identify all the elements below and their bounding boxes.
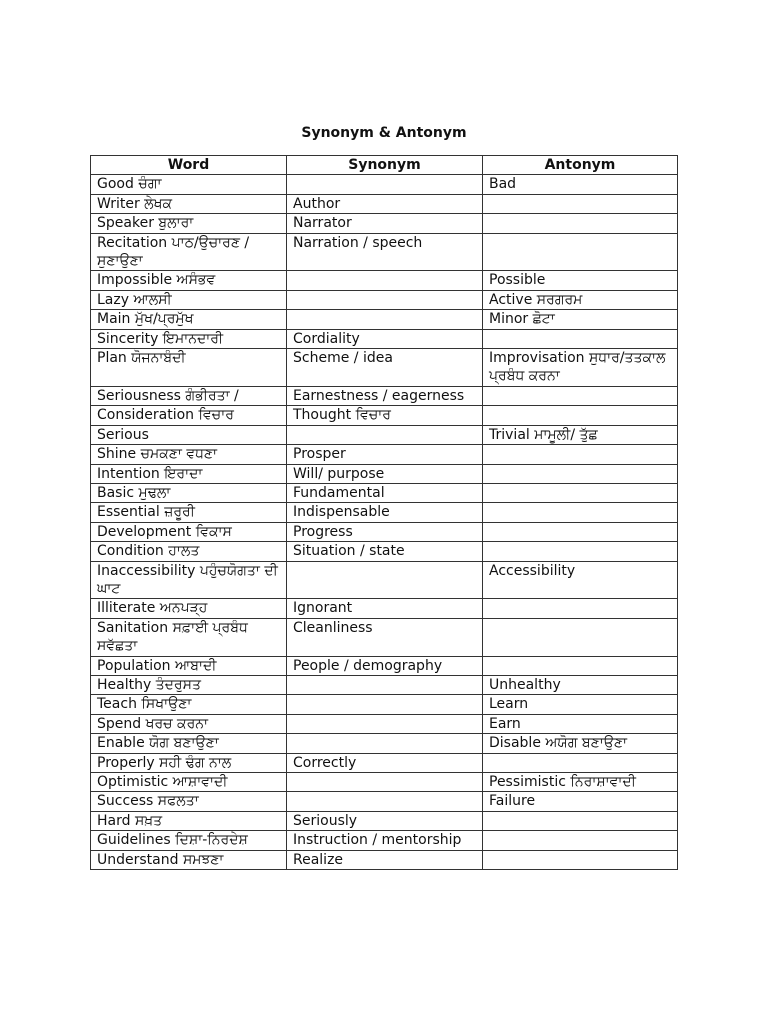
word-cell: Guidelines ਦਿਸ਼ਾ-ਨਿਰਦੇਸ਼ (91, 831, 287, 850)
table-row (91, 599, 678, 618)
table-row (91, 425, 678, 444)
antonym-cell (483, 233, 678, 271)
table-row (91, 214, 678, 233)
synonym-cell: Cordiality (287, 329, 483, 348)
word-cell: Population ਆਬਾਦੀ (91, 656, 287, 675)
antonym-cell: Accessibility (483, 561, 678, 599)
synonym-cell: Instruction / mentorship (287, 831, 483, 850)
antonym-cell (483, 194, 678, 213)
antonym-cell (483, 542, 678, 561)
antonym-cell: Disable ਅਯੋਗ ਬਣਾਉਣਾ (483, 734, 678, 753)
synonym-cell (287, 561, 483, 599)
table-row (91, 175, 678, 194)
word-cell: Essential ਜ਼ਰੂਰੀ (91, 503, 287, 522)
column-header-word: Word (91, 156, 287, 175)
synonym-cell (287, 310, 483, 329)
column-header-antonym: Antonym (483, 156, 678, 175)
table-row (91, 656, 678, 675)
table-row (91, 233, 678, 271)
synonym-cell: Indispensable (287, 503, 483, 522)
table-row (91, 483, 678, 502)
antonym-cell: Pessimistic ਨਿਰਾਸ਼ਾਵਾਦੀ (483, 773, 678, 792)
antonym-cell (483, 445, 678, 464)
antonym-cell: Trivial ਮਾਮੂਲੀ/ ਤੁੱਛ (483, 425, 678, 444)
synonym-cell: Ignorant (287, 599, 483, 618)
table-row (91, 753, 678, 772)
synonym-cell: Realize (287, 850, 483, 869)
word-cell: Sanitation ਸਫ਼ਾਈ ਪ੍ਰਬੰਧ ਸਵੱਛਤਾ (91, 618, 287, 656)
antonym-cell (483, 618, 678, 656)
word-cell: Properly ਸਹੀ ਢੰਗ ਨਾਲ (91, 753, 287, 772)
word-cell: Speaker ਬੁਲਾਰਾ (91, 214, 287, 233)
antonym-cell: Improvisation ਸੁਧਾਰ/ਤਤਕਾਲ ਪ੍ਰਬੰਧ ਕਰਨਾ (483, 349, 678, 387)
antonym-cell (483, 522, 678, 541)
antonym-cell: Bad (483, 175, 678, 194)
antonym-cell (483, 406, 678, 425)
synonym-cell: Narration / speech (287, 233, 483, 271)
synonym-cell: Thought ਵਿਚਾਰ (287, 406, 483, 425)
antonym-cell (483, 329, 678, 348)
synonym-cell: Fundamental (287, 483, 483, 502)
column-header-synonym: Synonym (287, 156, 483, 175)
word-cell: Lazy ਆਲਸੀ (91, 290, 287, 309)
synonym-cell: Narrator (287, 214, 483, 233)
word-cell: Good ਚੰਗਾ (91, 175, 287, 194)
synonym-cell: Cleanliness (287, 618, 483, 656)
synonym-cell (287, 425, 483, 444)
word-cell: Serious (91, 425, 287, 444)
word-cell: Writer ਲੇਖਕ (91, 194, 287, 213)
table-row (91, 831, 678, 850)
synonym-cell (287, 290, 483, 309)
word-cell: Consideration ਵਿਚਾਰ (91, 406, 287, 425)
table-header-row (91, 156, 678, 175)
table-row (91, 445, 678, 464)
antonym-cell: Earn (483, 714, 678, 733)
synonym-cell (287, 734, 483, 753)
synonym-cell: Progress (287, 522, 483, 541)
word-cell: Development ਵਿਕਾਸ (91, 522, 287, 541)
table-row (91, 773, 678, 792)
table-row (91, 406, 678, 425)
table-row (91, 329, 678, 348)
antonym-cell (483, 753, 678, 772)
antonym-cell (483, 599, 678, 618)
table-row (91, 522, 678, 541)
word-cell: Illiterate ਅਨਪੜ੍ਹ (91, 599, 287, 618)
table-row (91, 349, 678, 387)
table-row (91, 714, 678, 733)
word-cell: Teach ਸਿਖਾਉਣਾ (91, 695, 287, 714)
word-cell: Optimistic ਆਸ਼ਾਵਾਦੀ (91, 773, 287, 792)
synonym-cell (287, 695, 483, 714)
antonym-cell (483, 656, 678, 675)
table-row (91, 734, 678, 753)
antonym-cell (483, 464, 678, 483)
synonym-cell (287, 271, 483, 290)
synonym-cell: Scheme / idea (287, 349, 483, 387)
synonym-cell: Seriously (287, 811, 483, 830)
word-cell: Enable ਯੋਗ ਬਣਾਉਣਾ (91, 734, 287, 753)
table-row (91, 464, 678, 483)
antonym-cell (483, 811, 678, 830)
synonym-cell (287, 792, 483, 811)
page-title: Synonym & Antonym (301, 125, 467, 141)
word-cell: Intention ਇਰਾਦਾ (91, 464, 287, 483)
table-row (91, 695, 678, 714)
table-row (91, 503, 678, 522)
table-row (91, 850, 678, 869)
antonym-cell: Active ਸਰਗਰਮ (483, 290, 678, 309)
table-row (91, 561, 678, 599)
antonym-cell (483, 831, 678, 850)
table-row (91, 271, 678, 290)
synonym-cell (287, 175, 483, 194)
antonym-cell: Possible (483, 271, 678, 290)
word-cell: Sincerity ਇਮਾਨਦਾਰੀ (91, 329, 287, 348)
word-cell: Recitation ਪਾਠ/ਉਚਾਰਣ /ਸੁਣਾਉਣਾ (91, 233, 287, 271)
synonym-cell: Correctly (287, 753, 483, 772)
word-cell: Success ਸਫਲਤਾ (91, 792, 287, 811)
synonym-cell: Prosper (287, 445, 483, 464)
table-row (91, 618, 678, 656)
antonym-cell (483, 386, 678, 405)
table-row (91, 310, 678, 329)
table-row (91, 290, 678, 309)
synonym-cell: Earnestness / eagerness (287, 386, 483, 405)
word-cell: Main ਮੁੱਖ/ਪ੍ਰਮੁੱਖ (91, 310, 287, 329)
synonym-cell (287, 714, 483, 733)
word-cell: Healthy ਤੰਦਰੁਸਤ (91, 675, 287, 694)
table-row (91, 811, 678, 830)
table-body (91, 175, 678, 870)
antonym-cell (483, 214, 678, 233)
word-cell: Impossible ਅਸੰਭਵ (91, 271, 287, 290)
antonym-cell (483, 483, 678, 502)
word-cell: Understand ਸਮਝਣਾ (91, 850, 287, 869)
table-row (91, 675, 678, 694)
word-cell: Shine ਚਮਕਣਾ ਵਧਣਾ (91, 445, 287, 464)
table-row (91, 194, 678, 213)
antonym-cell: Unhealthy (483, 675, 678, 694)
word-cell: Condition ਹਾਲਤ (91, 542, 287, 561)
word-cell: Seriousness ਗੰਭੀਰਤਾ / (91, 386, 287, 405)
synonym-cell: Author (287, 194, 483, 213)
synonym-cell: Situation / state (287, 542, 483, 561)
word-cell: Plan ਯੋਜਨਾਬੰਦੀ (91, 349, 287, 387)
antonym-cell: Learn (483, 695, 678, 714)
word-cell: Inaccessibility ਪਹੁੰਚਯੋਗਤਾ ਦੀ ਘਾਟ (91, 561, 287, 599)
synonym-cell: People / demography (287, 656, 483, 675)
antonym-cell (483, 503, 678, 522)
vocabulary-table (90, 155, 678, 870)
table-row (91, 542, 678, 561)
antonym-cell (483, 850, 678, 869)
synonym-cell: Will/ purpose (287, 464, 483, 483)
antonym-cell: Failure (483, 792, 678, 811)
table-row (91, 386, 678, 405)
word-cell: Spend ਖਰਚ ਕਰਨਾ (91, 714, 287, 733)
synonym-cell (287, 773, 483, 792)
word-cell: Hard ਸਖ਼ਤ (91, 811, 287, 830)
word-cell: Basic ਮੁਢਲਾ (91, 483, 287, 502)
synonym-cell (287, 675, 483, 694)
antonym-cell: Minor ਛੋਟਾ (483, 310, 678, 329)
table-row (91, 792, 678, 811)
